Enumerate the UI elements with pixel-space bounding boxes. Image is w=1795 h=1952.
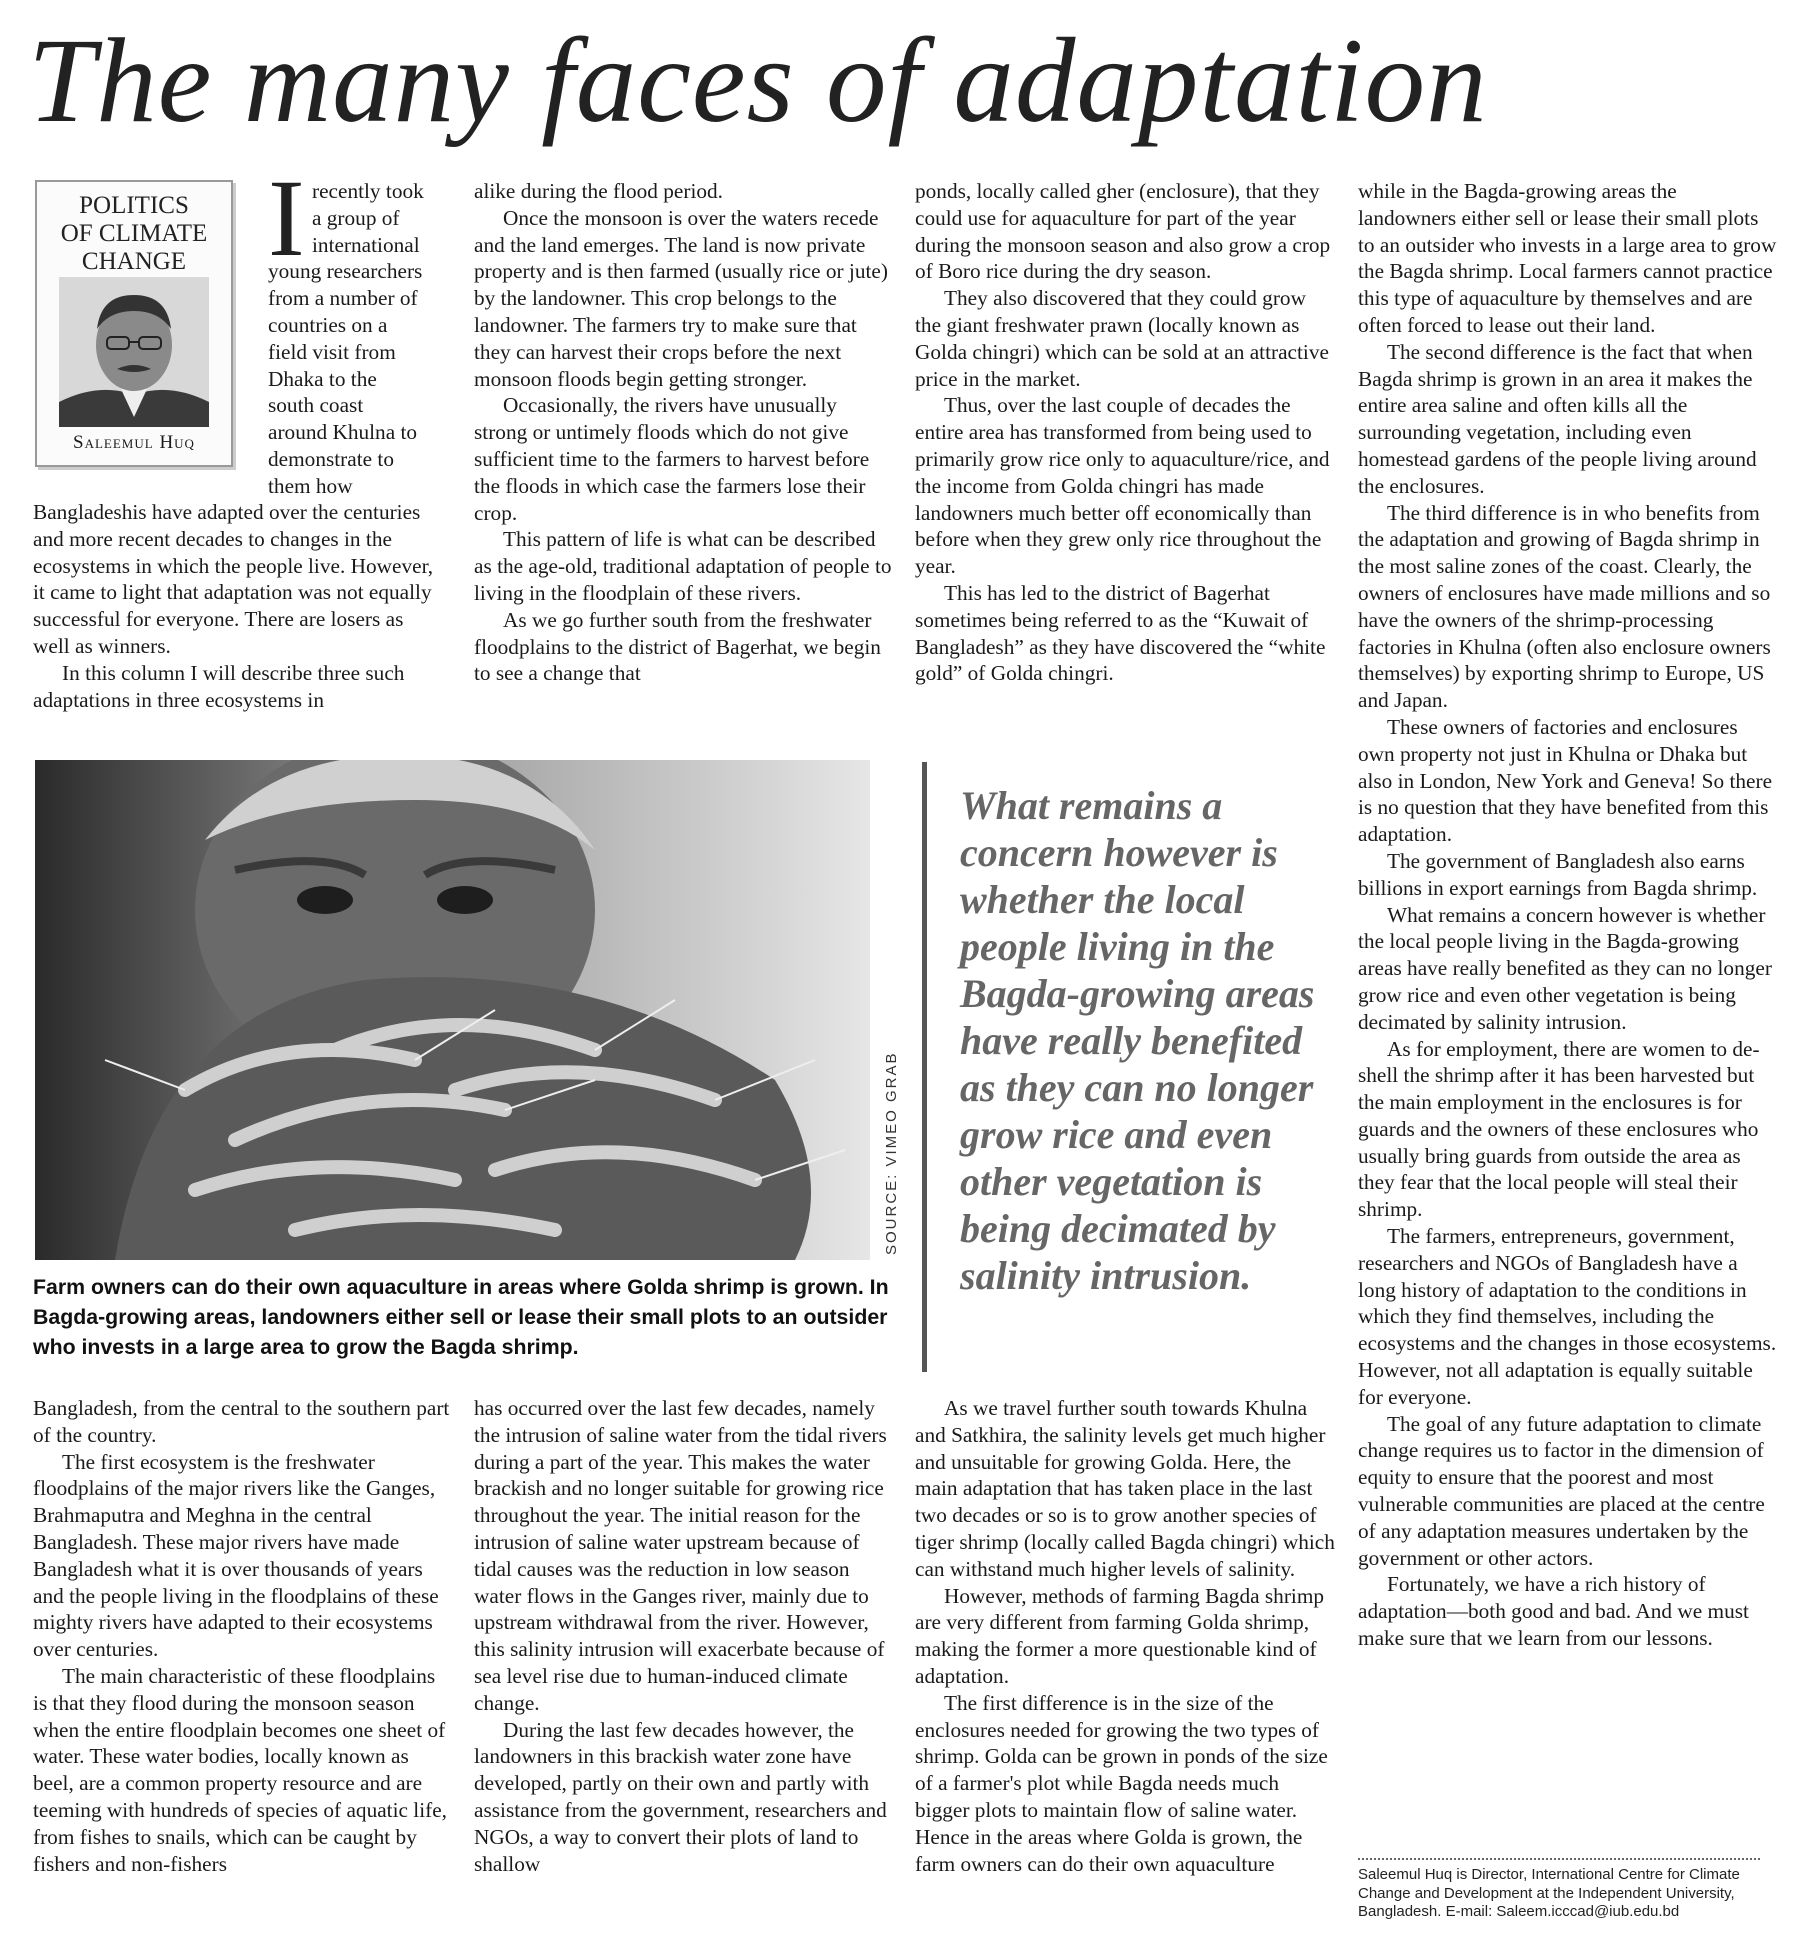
col2-bottom-text: has occurred over the last few decades, namely the intrusion of saline water from the tidal rivers during a part of the year. This makes the water brackish and no longer suitable for growing rice throughout the year. The initial reason for the intrusion of saline water upstream because of tidal causes was the reduction in low season water flows in the Ganges river, mainly due to upstream withdrawal from the river. However, this salinity intrusion will exacerbate because of sea level rise due to human-induced climate change. During the last few decades however, the landowners in this brackish water zone have developed, partly on their own and partly with assistance from the government, researchers and NGOs, a way to convert their plots of land to shallow: [474, 1396, 887, 1876]
col1-bottom-text: Bangladesh, from the central to the southern part of the country. The first ecosystem is the freshwater floodplains of the major rivers like the Ganges, Brahmaputra and Meghna in the central Bangladesh. These major rivers have made Bangladesh what it is over thousands of years and the people living in the floodplains of these mighty rivers have adapted to their ecosystems over centuries. The main characteristic of these floodplains is that they flood during the monsoon season when the entire floodplain becomes one sheet of water. These water bodies, locally known as beel, are a common property resource and are teeming with hundreds of species of aquatic life, from fishes to snails, which can be caught by fishers and non-fishers: [33, 1396, 450, 1876]
headline: The many faces of adaptation: [28, 14, 1488, 148]
author-bio: Saleemul Huq is Director, International Centre for Climate Change and Development at the Independent University, Bangladesh. E-mail: Saleem.icccad@iub.edu.bd: [1358, 1866, 1740, 1920]
col3-bottom-text: As we travel further south towards Khulna and Satkhira, the salinity levels get much higher and unsuitable for growing Golda. Here, the main adaptation that has taken place in the last two decades or so is to grow another species of tiger shrimp (locally called Bagda chingri) which can withstand much higher levels of salinity. However, methods of farming Bagda shrimp are very different from farming Golda shrimp, making the former a more questionable kind of adaptation. The first difference is in the size of the enclosures needed for growing the two types of shrimp. Golda can be grown in ponds of the size of a farmer's plot while Bagda needs much bigger plots to maintain flow of saline water. Hence in the areas where Golda is grown, the farm owners can do their own aquaculture: [915, 1396, 1335, 1876]
pull-quote-bar: [922, 762, 927, 1372]
column-box: [35, 180, 233, 467]
drop-cap: I: [268, 157, 305, 279]
pull-quote: What remains a concern however is whether the local people living in the Bagda-growing areas have really benefited as they can no longer grow rice and even other vegetation is being decimated by salinity intrusion.: [960, 783, 1315, 1298]
col2-top-text: alike during the flood period. Once the monsoon is over the waters recede and the land emerges. The land is now private property and is then farmed (usually rice or jute) by the landowner. This crop belongs to the landowner. The farmers try to make sure that they can harvest their crops before the next monsoon floods begin getting stronger. Occasionally, the rivers have unusually strong or untimely floods which do not give sufficient time to the farmers to harvest before the floods in which case the farmers lose their crop. This pattern of life is what can be described as the age-old, traditional adaptation of people to living in the floodplain of these rivers. As we go further south from the freshwater floodplains to the district of Bagerhat, we begin to see a change that: [474, 179, 892, 686]
author-portrait: [59, 277, 209, 427]
col4-text: while in the Bagda-growing areas the landowners either sell or lease their small plots to an outsider who invests in a large area to grow the Bagda shrimp. Local farmers cannot practice this type of aquaculture by themselves and are often forced to lease out their land. The second difference is the fact that when Bagda shrimp is grown in an area it makes the entire area saline and often kills all the surrounding vegetation, including even homestead gardens of the people living around the enclosures. The third difference is in who benefits from the adaptation and growing of Bagda shrimp in the most saline zones of the coast. Clearly, the owners of enclosures have made millions and so have the owners of the shrimp-processing factories in Khulna (often also enclosure owners themselves) by exporting shrimp to Europe, US and Japan. These owners of factories and enclosures own property not just in Khulna or Dhaka but also in London, New York and Geneva! So there is no question that they have benefited from this adaptation. The government of Bangladesh also earns billions in export earnings from Bagda shrimp. What remains a concern however is whether the local people living in the Bagda-growing areas have really benefited as they can no longer grow rice and even other vegetation is being decimated by salinity intrusion. As for employment, there are women to de-shell the shrimp after it has been harvested but the main employment in the enclosures is for guards and the owners of these enclosures who usually bring guards from outside the area as they fear that the local people will steal their shrimp. The farmers, entrepreneurs, government, researchers and NGOs of Bangladesh have a long history of adaptation to the conditions in which they find themselves, including the ecosystems and the changes in those ecosystems. However, not all adaptation is equally suitable for everyone. The goal of any future adaptation to climate change requires us to factor in the dimension of equity to ensure that the poorest and most vulnerable communities are placed at the centre of any adaptation measures undertaken by the government or other actors. Fortunately, we have a rich history of adaptation—both good and bad. And we must make sure that we learn from our lessons.: [1358, 179, 1777, 1651]
photo-caption: Farm owners can do their own aquaculture in areas where Golda shrimp is grown. In Bagda-growing areas, landowners either sell or lease their small plots to an outsider who invests in a large area to grow the Bagda shrimp.: [33, 1275, 889, 1359]
shrimp-photo: [35, 760, 870, 1260]
column-title: POLITICS OF CLIMATE CHANGE: [60, 192, 208, 275]
photo-credit: [870, 1005, 910, 1255]
col1-top-text: Bangladeshis have adapted over the centuries and more recent decades to changes in the ecosystems in which the people live. However, it came to light that adaptation was not equally successful for everyone. There are losers as well as winners. In this column I will describe three such adaptations in three ecosystems in: [33, 500, 434, 712]
svg-text:SOURCE: VIMEO GRAB: SOURCE: VIMEO GRAB: [883, 1051, 900, 1255]
author-byline: Saleemul Huq: [73, 432, 195, 453]
intro-narrow-text: recently took a group of international young researchers from a number of countries on a field visit from Dhaka to the south coast around Khulna to demonstrate to them how: [268, 179, 424, 498]
col3-top-text: ponds, locally called gher (enclosure), that they could use for aquaculture for part of the year during the monsoon season and also grow a crop of Boro rice during the dry season. They also discovered that they could grow the giant freshwater prawn (locally known as Golda chingri) which can be sold at an attractive price in the market. Thus, over the last couple of decades the entire area has transformed from being used to primarily grow rice only to aquaculture/rice, and the income from Golda chingri has made landowners much better off economically than before when they grew only rice throughout the year. This has led to the district of Bagerhat sometimes being referred to as the “Kuwait of Bangladesh” as they have discovered the “white gold” of Golda chingri.: [915, 179, 1331, 686]
shrimp-photo-illustration: [35, 760, 870, 1260]
bio-divider: [1358, 1858, 1760, 1860]
